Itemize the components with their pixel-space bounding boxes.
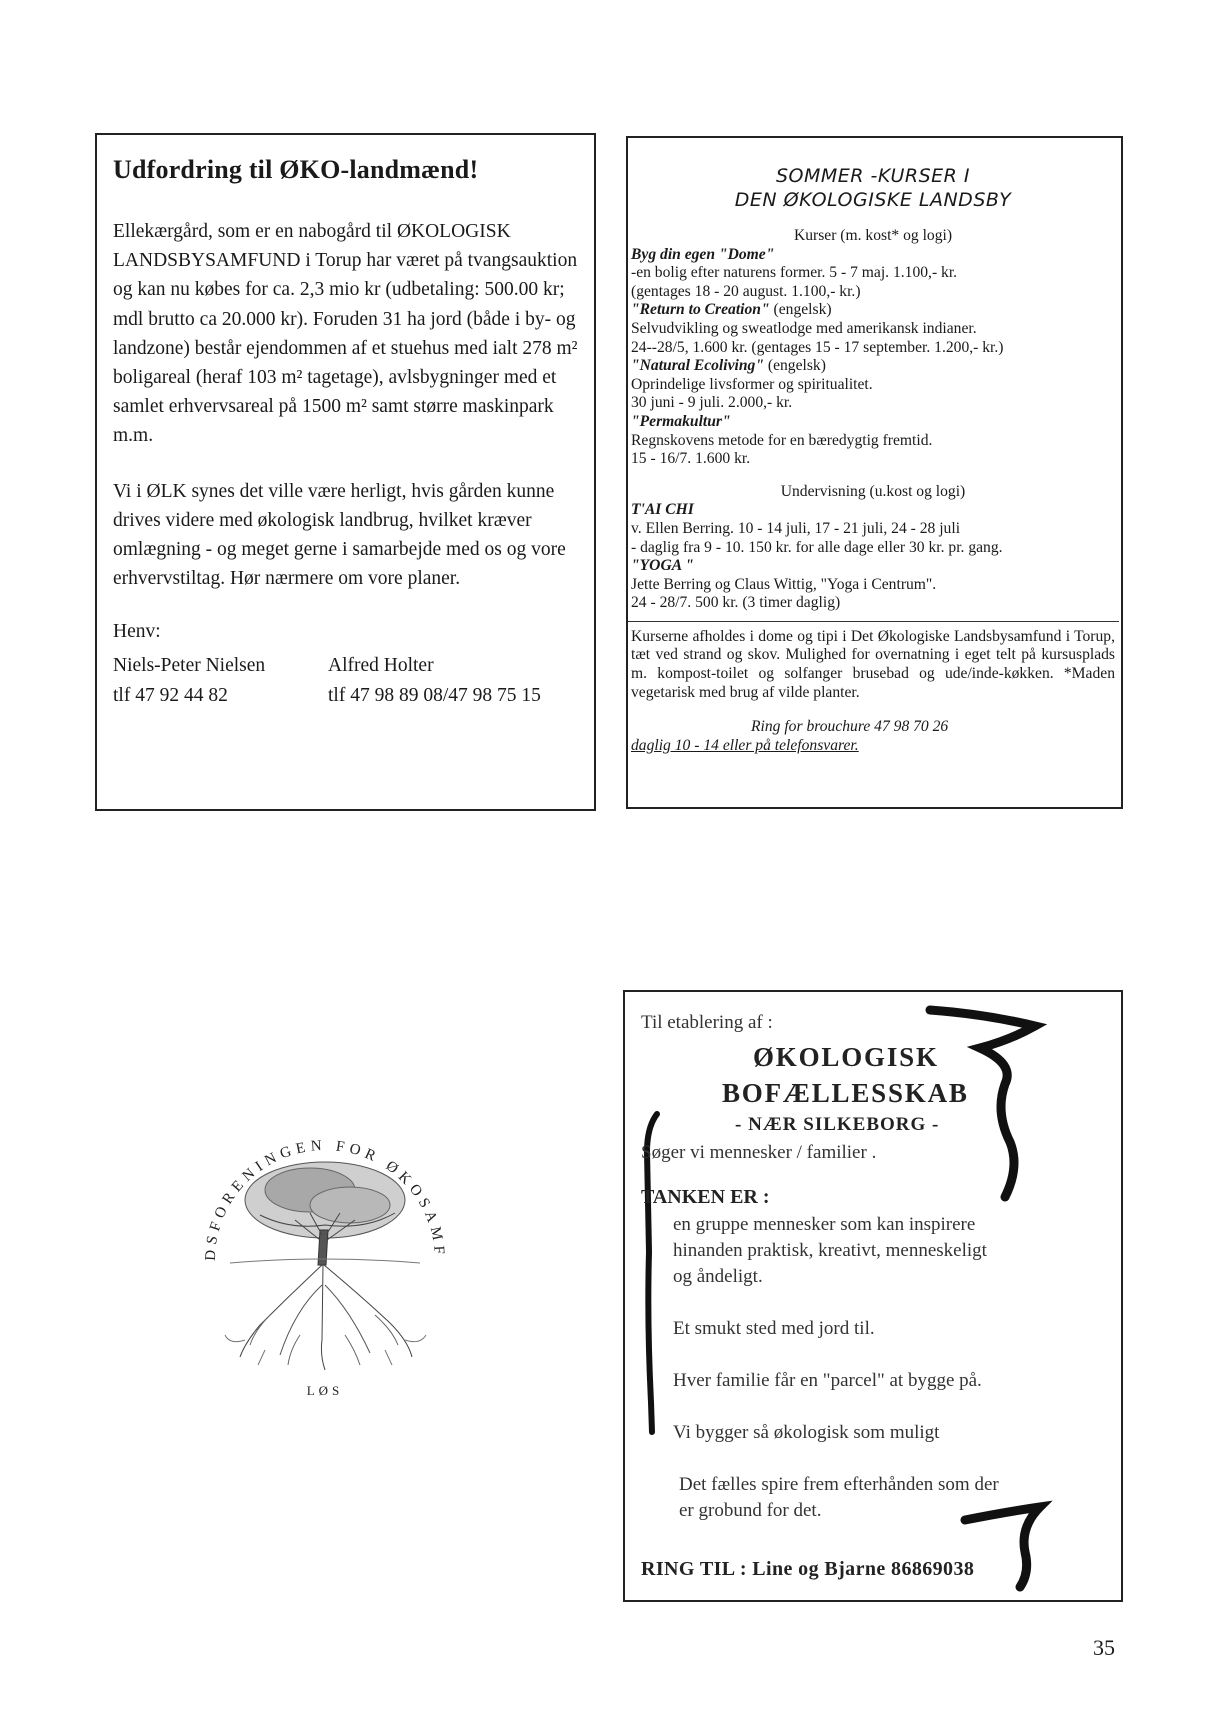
- divider: [628, 621, 1119, 622]
- course-permakultur-line2: 15 - 16/7. 1.600 kr.: [631, 450, 751, 468]
- course-ecoliving-title: "Natural Ecoliving": [631, 357, 764, 375]
- course-return-lang: (engelsk): [769, 301, 832, 319]
- ad3-bullet1-line3: og åndeligt.: [673, 1266, 763, 1287]
- ad3-title-line2: BOFÆLLESSKAB: [722, 1078, 969, 1108]
- ad3-bullet1-line2: hinanden praktisk, kreativt, menneskeligt: [673, 1240, 987, 1261]
- contact1-phone: tlf 47 92 44 82: [113, 684, 228, 706]
- ad1-paragraph-1: Ellekærgård, som er en nabogård til ØKOLOGISK LANDSBYSAMFUND i Torup har været på tvangsauktion og kan nu købes for ca. 2,3 mio kr (udbetaling: 500.00 kr; mdl brutto ca 20.000 kr). Foruden 31 ha jord (både i by- og landzone) består ejendommen af et stuehus med ialt 278 m² boligareal (heraf 103 m² tagetage), avlsbygninger med et samlet erhvervsareal på 1500 m² samt større maskinpark m.m.: [113, 221, 578, 447]
- course-return-line1: Selvudvikling og sweatlodge med amerikansk indianer.: [631, 319, 977, 337]
- course-dome-line2: (gentages 18 - 20 august. 1.100,- kr.): [631, 282, 861, 300]
- page-number: 35: [1093, 1635, 1115, 1660]
- course-ecoliving-line1: Oprindelige livsformer og spiritualitet.: [631, 375, 873, 393]
- ad1-henv: Henv:: [113, 621, 161, 643]
- ad3-bullet5-line1: Det fælles spire frem efterhånden som der: [679, 1474, 999, 1495]
- ad-bofaellesskab: [623, 990, 1123, 1602]
- info-paragraph: Kurserne afholdes i dome og tipi i Det Økologiske Landsbysamfund i Torup, tæt ved strand og skov. Mulighed for overnatning i eget telt på kursusplads m. kompost-toilet og solfanger brusebad og ude/inde-køkken. *Maden vegetarisk med brug af vilde planter.: [631, 627, 1115, 701]
- contact1-name: Niels-Peter Nielsen: [113, 654, 266, 676]
- undervisning-label: Undervisning (u.kost og logi): [780, 482, 966, 500]
- ad3-tanken: TANKEN ER :: [641, 1186, 770, 1208]
- ad3-bullet5-line2: er grobund for det.: [679, 1500, 822, 1521]
- ad3-title-line1: ØKOLOGISK: [753, 1042, 939, 1072]
- ad2-heading: [631, 164, 1115, 212]
- course-return-line2: 24--28/5, 1.600 kr. (gentages 15 - 17 september. 1.200,- kr.): [631, 338, 1004, 356]
- contact2-name: Alfred Holter: [328, 654, 434, 676]
- ad3-subtitle: - NÆR SILKEBORG -: [735, 1114, 940, 1135]
- ad3-bullet1-line1: en gruppe mennesker som kan inspirere: [673, 1214, 976, 1235]
- logo-abbr: LØS: [306, 1383, 344, 1398]
- ad1-title: Udfordring til ØKO-landmænd!: [113, 155, 479, 184]
- ad3-intro: Til etablering af :: [641, 1012, 773, 1033]
- ad1-contacts: [113, 651, 578, 746]
- kurser-label: Kurser (m. kost* og logi): [793, 227, 953, 244]
- taichi-line1: v. Ellen Berring. 10 - 14 juli, 17 - 21 juli, 24 - 28 juli: [631, 519, 961, 537]
- ad3-bullet4: Vi bygger så økologisk som muligt: [673, 1422, 940, 1443]
- ad2-heading-line2: DEN ØKOLOGISKE LANDSBY: [734, 189, 1012, 211]
- course-dome-line1: -en bolig efter naturens former. 5 - 7 maj. 1.100,- kr.: [631, 264, 958, 282]
- course-ecoliving-line2: 30 juni - 9 juli. 2.000,- kr.: [631, 394, 793, 412]
- yoga-title: "YOGA ": [631, 557, 694, 575]
- yoga-line2: 24 - 28/7. 500 kr. (3 timer daglig): [631, 594, 841, 612]
- ad3-ring: RING TIL : Line og Bjarne 86869038: [641, 1558, 975, 1580]
- course-permakultur-line1: Regnskovens metode for en bæredygtig fremtid.: [631, 431, 933, 449]
- ad3-seek: Søger vi mennesker / familier .: [641, 1142, 877, 1163]
- los-logo: [170, 1095, 480, 1435]
- course-dome-title: Byg din egen "Dome": [631, 245, 775, 263]
- yoga-line1: Jette Berring og Claus Wittig, "Yoga i Centrum".: [631, 575, 937, 593]
- ad-sommer-kurser: [626, 136, 1123, 809]
- ring-line: Ring for brouchure 47 98 70 26: [751, 718, 949, 736]
- tree-emblem-icon: [170, 1095, 480, 1435]
- course-return-title: "Return to Creation": [631, 301, 770, 319]
- ad3-bullet3: Hver familie får en "parcel" at bygge på.: [673, 1370, 982, 1391]
- taichi-line2: - daglig fra 9 - 10. 150 kr. for alle dage eller 30 kr. pr. gang.: [631, 538, 1003, 556]
- course-ecoliving-lang: (engelsk): [763, 357, 826, 375]
- contact2-phone: tlf 47 98 89 08/47 98 75 15: [328, 684, 541, 706]
- taichi-title: T'AI CHI: [631, 501, 694, 519]
- ad3-bullet2: Et smukt sted med jord til.: [673, 1318, 875, 1339]
- ad-oko-landmaend: [95, 133, 596, 811]
- ad1-paragraph-2: Vi i ØLK synes det ville være herligt, hvis gården kunne drives videre med økologisk landbrug, hvilket kræver omlægning - og meget gerne i samarbejde med os og vore erhvervstiltag. Hør nærmere om vore planer.: [113, 480, 566, 590]
- logo-arc-text: DSFORENINGEN FOR ØKOSAMF: [202, 1137, 448, 1262]
- course-permakultur-title: "Permakultur": [631, 412, 731, 430]
- ring-hours-line: daglig 10 - 14 eller på telefonsvarer.: [631, 736, 859, 754]
- ad2-heading-line1: SOMMER -KURSER I: [775, 165, 971, 187]
